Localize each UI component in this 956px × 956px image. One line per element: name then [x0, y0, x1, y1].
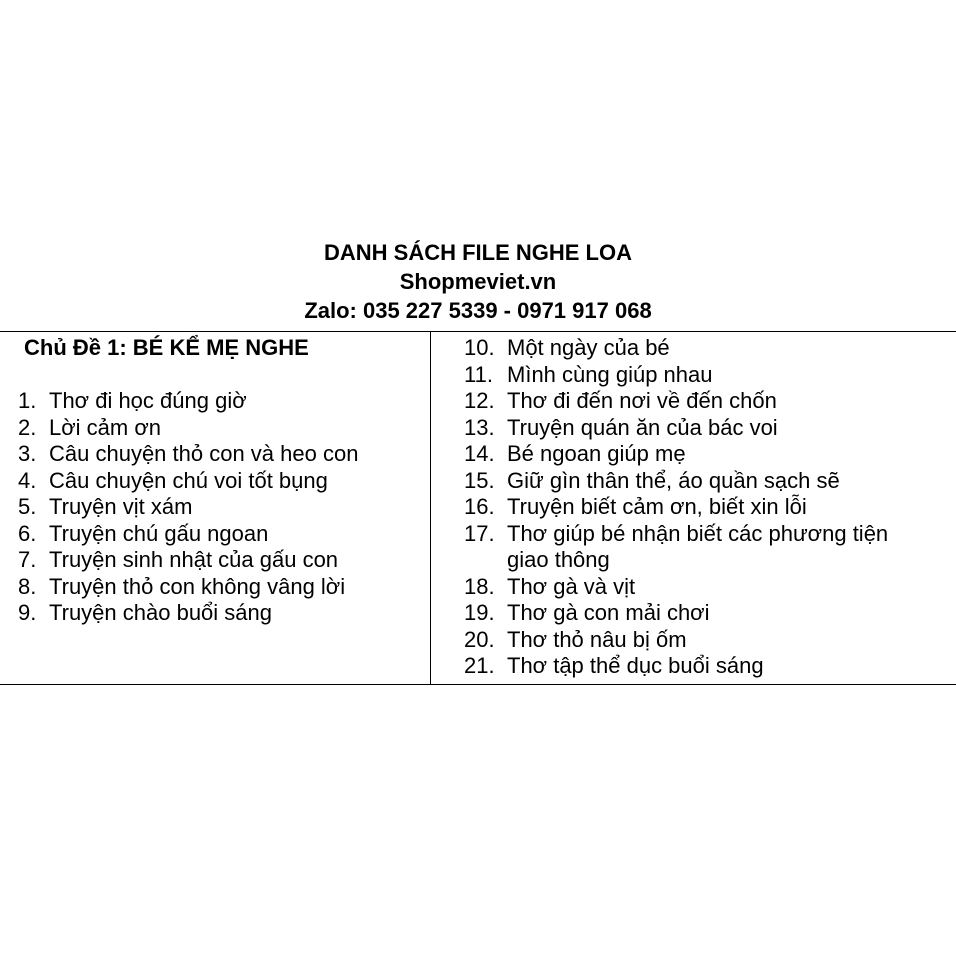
- item-number: 5.: [18, 494, 37, 519]
- list-item: [18, 468, 369, 495]
- item-text: Một ngày của bé: [507, 335, 670, 360]
- list-item: [464, 415, 927, 442]
- item-number: 8.: [18, 573, 37, 599]
- item-text: Lời cảm ơn: [49, 414, 161, 440]
- item-number: 19.: [464, 600, 495, 625]
- left-file-list: [18, 388, 369, 627]
- item-number: 11.: [464, 361, 493, 387]
- list-item: [464, 627, 927, 654]
- list-item: [464, 468, 927, 495]
- topic-title: Chủ Đề 1: BÉ KỂ MẸ NGHE: [24, 335, 309, 360]
- item-text: Câu chuyện thỏ con và heo con: [49, 441, 359, 466]
- document-header: [0, 238, 956, 325]
- item-number: 12.: [464, 388, 495, 413]
- item-text: Truyện chào buổi sáng: [49, 600, 272, 625]
- item-text: Câu chuyện chú voi tốt bụng: [49, 467, 328, 493]
- list-item: [464, 441, 927, 468]
- item-text: Truyện biết cảm ơn, biết xin lỗi: [507, 494, 807, 519]
- right-file-list: [464, 335, 927, 680]
- item-number: 6.: [18, 520, 37, 546]
- item-number: 13.: [464, 414, 495, 440]
- item-number: 17.: [464, 520, 495, 546]
- list-item: [464, 388, 927, 415]
- file-list-table: [0, 331, 956, 685]
- item-text: Truyện sinh nhật của gấu con: [49, 547, 339, 572]
- item-text: Truyện vịt xám: [49, 494, 193, 519]
- list-item: [464, 335, 927, 362]
- item-number: 7.: [18, 547, 37, 572]
- item-text: Truyện chú gấu ngoan: [49, 520, 269, 546]
- item-number: 4.: [18, 467, 37, 493]
- item-number: 21.: [464, 653, 495, 678]
- item-text: Truyện quán ăn của bác voi: [507, 414, 778, 440]
- list-item: [18, 600, 369, 627]
- item-number: 14.: [464, 441, 495, 466]
- item-text: Mình cùng giúp nhau: [507, 361, 713, 387]
- list-item: [464, 600, 927, 627]
- item-number: 20.: [464, 626, 495, 652]
- item-text: Bé ngoan giúp mẹ: [507, 441, 686, 466]
- contact-info: Zalo: 035 227 5339 - 0971 917 068: [304, 298, 652, 323]
- item-text: Thơ tập thể dục buổi sáng: [507, 653, 764, 678]
- document-title: DANH SÁCH FILE NGHE LOA: [324, 240, 632, 265]
- item-text: Thơ đi đến nơi về đến chốn: [507, 388, 777, 413]
- item-number: 2.: [18, 414, 37, 440]
- item-number: 10.: [464, 335, 495, 360]
- list-item: [464, 521, 927, 574]
- item-number: 16.: [464, 494, 495, 519]
- item-number: 9.: [18, 600, 37, 625]
- item-text: Truyện thỏ con không vâng lời: [49, 573, 346, 599]
- list-item: [18, 494, 369, 521]
- list-item: [464, 653, 927, 680]
- list-item: [18, 574, 369, 601]
- item-text: Thơ đi học đúng giờ: [49, 388, 247, 413]
- item-text: Thơ gà con mải chơi: [507, 600, 710, 625]
- shop-name: Shopmeviet.vn: [399, 269, 557, 294]
- list-item: [464, 574, 927, 601]
- item-text: Thơ thỏ nâu bị ốm: [507, 626, 687, 652]
- list-item: [18, 521, 369, 548]
- list-item: [18, 441, 369, 468]
- item-number: 15.: [464, 467, 495, 493]
- item-text: Thơ giúp bé nhận biết các phương tiện giao thông: [507, 520, 889, 572]
- item-text: Giữ gìn thân thể, áo quần sạch sẽ: [507, 467, 840, 493]
- item-number: 3.: [18, 441, 37, 466]
- list-item: [18, 547, 369, 574]
- list-item: [18, 388, 369, 415]
- list-item: [18, 415, 369, 442]
- column-divider: [430, 332, 431, 684]
- item-number: 18.: [464, 573, 495, 599]
- list-item: [464, 362, 927, 389]
- item-text: Thơ gà và vịt: [507, 573, 636, 599]
- list-item: [464, 494, 927, 521]
- item-number: 1.: [18, 388, 37, 413]
